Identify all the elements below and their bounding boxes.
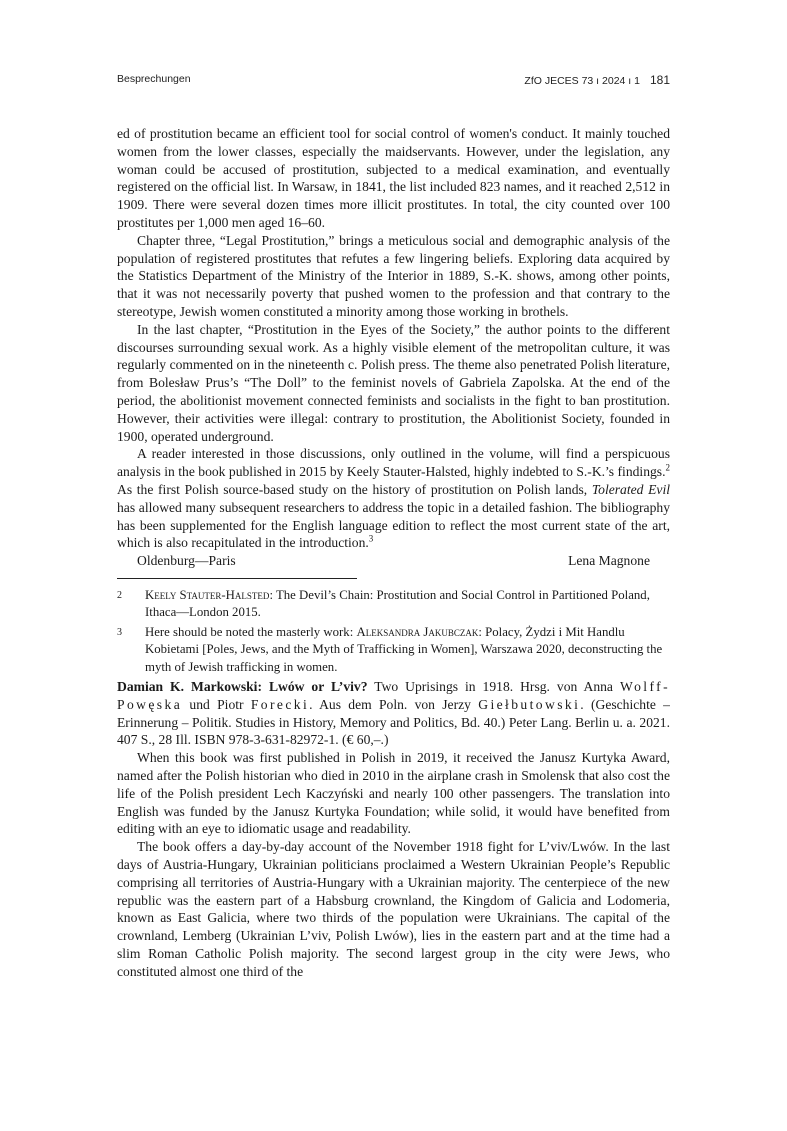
paragraph-text: As the first Polish source-based study on the history of prostitution on Polish lands,	[117, 481, 592, 497]
paragraph: When this book was first published in Polish in 2019, it received the Janusz Kurtyka Award, named after the Polish historian who died in 2010 in the airplane crash in Smolensk that also cost the life of the Polish president Lech Kaczyński and nearly 100 other passengers. The translation into English was funded by the Janusz Kurtyka Foundation; while solid, it would have benefited from editing with an eye to idiomatic usage and readability.	[117, 750, 670, 837]
journal-issue: ZfO JECES 73 ı 2024 ı 1	[524, 75, 640, 87]
review-meta: . (Geschichte – Erinnerung – Politik. Studies in History, Memory and Politics, Bd. 40.) Peter Lang. Berlin u. a. 2021. 407 S., 28 Ill. ISBN 978-3-631-82972-1. (€ 60,–.)	[117, 696, 670, 748]
footnote-ref[interactable]: 2	[665, 462, 670, 473]
paragraph: ed of prostitution became an efficient tool for social control of women's conduct. It mainly touched women from the lower classes, especially the maidservants. However, under the legislation, any woman could be accused of prostitution, subjected to a medical examination, and eventually registered on the official list. In Warsaw, in 1841, the list included 823 names, and it reached 2,512 in 1909. There were several dozen times more illicit prostitutes. In total, the city counted over 100 prostitutes per 1,000 men aged 16–60.	[117, 126, 670, 230]
page-number: 181	[649, 73, 670, 87]
footnote-text	[145, 587, 670, 622]
footnote	[117, 587, 670, 622]
book-title: Tolerated Evil	[591, 481, 671, 497]
footnote-number: 3	[117, 626, 122, 638]
footnote-number: 2	[117, 589, 122, 601]
footnote	[117, 624, 670, 676]
footnote-body: Here should be noted the masterly work:	[145, 624, 357, 639]
page-body	[117, 125, 670, 981]
footnote-body: : The Devil’s Chain: Prostitution and Social Control in Partitioned Poland, Ithaca—London 2015.	[145, 587, 650, 620]
review-meta: . Aus dem Poln. von Jerzy	[309, 696, 479, 712]
paragraph: The book offers a day-by-day account of the November 1918 fight for L’viv/Lwów. In the last days of Austria-Hungary, Ukrainian politicians proclaimed a Western Ukrainian People’s Republic comprising all territories of Austria-Hungary with a Ukrainian majority. The centerpiece of the new republic was the eastern part of a Habsburg crownland, the Kingdom of Galicia and Lodomeria, known as East Galicia, where two thirds of the population were Ukrainians. The capital of the crownland, Lemberg (Ukrainian L’viv, Polish Lwów), lies in the eastern part and at the time had a slim Roman Catholic Polish majority. The second largest group in the city were Jews, who constituted almost one third of the	[117, 839, 670, 979]
editor-name: Forecki	[250, 696, 310, 712]
footnote-body: : Polacy, Żydzi i Mit Handlu Kobietami [Poles, Jews, and the Myth of Trafficking in Women], Warszawa 2020, deconstructing the myth of Jewish trafficking in women.	[145, 624, 663, 674]
paragraph: Chapter three, “Legal Prostitution,” brings a meticulous social and demographic analysis of the population of registered prostitutes that refutes a few lingering beliefs. Exploring data acquired by the Statistics Department of the Ministry of the Interior in 1889, S.-K. shows, among other points, that it was not necessarily poverty that pushed women to the profession and that contrary to the stereotype, Jewish women constituted a minority among those working in brothels.	[117, 232, 670, 319]
section-title: Besprechungen	[117, 73, 191, 85]
paragraph-text: A reader interested in those discussions, only outlined in the volume, will find a perspicuous analysis in the book published in 2015 by Keely Stauter-Halsted, highly indebted to S.-K.’s findings.	[117, 446, 670, 480]
footnote-author: Aleksandra Jakubczak	[356, 624, 479, 639]
paragraph	[117, 445, 670, 552]
signature-author: Lena Magnone	[568, 553, 650, 569]
review-title: Damian K. Markowski: Lwów or L’viv?	[117, 678, 368, 694]
signature-place: Oldenburg—Paris	[137, 553, 236, 569]
footnote-ref[interactable]: 3	[368, 533, 374, 544]
paragraph: In the last chapter, “Prostitution in the Eyes of the Society,” the author points to the different discourses surrounding sexual work. As a highly visible element of the metropolitan culture, it was regularly commented on in the nineteenth c. Polish press. The theme also penetrated Polish literature, from Bolesław Prus’s “The Doll” to the feminist novels of Gabriela Zapolska. At the end of the period, the abolitionist movement connected feminists and socialists in the fight to ban prostitution. However, their activities were illegal: contrary to prostitution, the Abolitionist Society, founded in 1900, operated underground.	[117, 321, 670, 444]
review-subtitle: Two Uprisings in 1918. Hrsg. von Anna	[367, 678, 620, 694]
journal-info	[524, 73, 670, 87]
footnote-text	[145, 624, 670, 676]
footnote-author: Keely Stauter-Halsted	[145, 587, 270, 602]
translator-name: Giełbutowski	[478, 696, 581, 712]
editor-name: Wolff-Powęska	[117, 678, 671, 712]
signature	[117, 552, 670, 570]
paragraph-text: has allowed many subsequent researchers to address the topic in a detailed fashion. The bibliography has been supplemented for the English language edition to reflect the most current state of the art, which is also recapitulated in the introduction.	[117, 499, 670, 551]
review-meta: und Piotr	[182, 696, 251, 712]
footnote-divider	[117, 578, 357, 579]
review-heading	[117, 678, 670, 749]
